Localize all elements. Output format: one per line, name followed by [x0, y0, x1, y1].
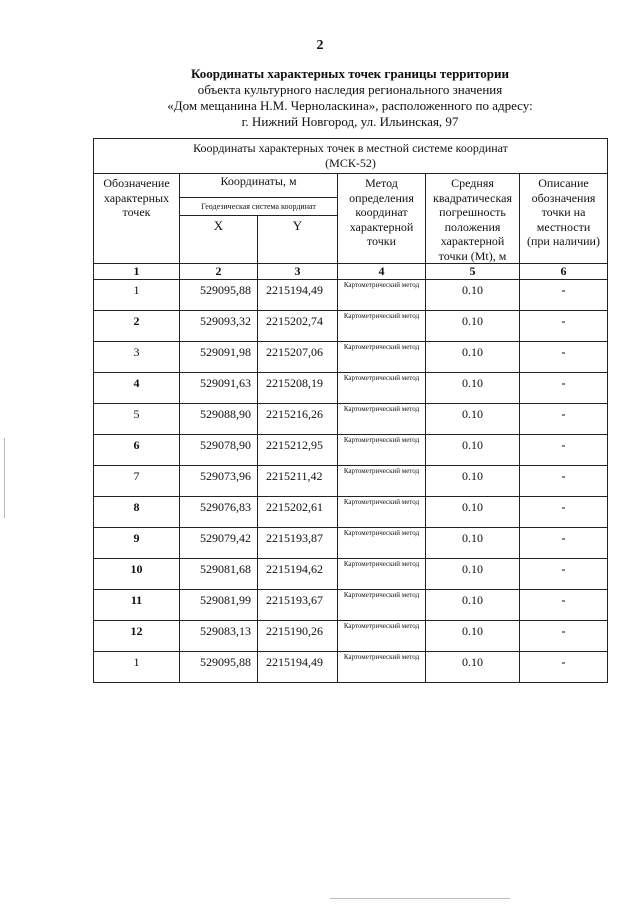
document-heading — [60, 66, 640, 130]
page-number: 2 — [316, 38, 324, 53]
table-title-line-2: (МСК-52) — [325, 155, 376, 170]
y-coordinate-cell: 2215208,19 — [258, 372, 338, 403]
y-coordinate-cell: 2215202,74 — [258, 310, 338, 341]
heading-title: Координаты характерных точек границы территории — [191, 66, 509, 81]
header-y: Y — [258, 216, 338, 264]
x-coordinate-cell: 529088,90 — [180, 403, 258, 434]
point-cell: 7 — [94, 465, 180, 496]
description-cell: - — [520, 372, 608, 403]
description-cell: - — [520, 620, 608, 651]
y-coordinate-cell: 2215216,26 — [258, 403, 338, 434]
method-cell: Картометрический метод — [338, 310, 426, 341]
y-coordinate-cell: 2215202,61 — [258, 496, 338, 527]
error-cell: 0.10 — [426, 527, 520, 558]
point-cell: 5 — [94, 403, 180, 434]
description-cell: - — [520, 341, 608, 372]
header-description: Описание обозначения точки на местности (при наличии) — [520, 174, 608, 264]
table-row — [94, 496, 608, 527]
column-number-row — [94, 264, 608, 280]
table-row — [94, 434, 608, 465]
point-cell: 6 — [94, 434, 180, 465]
x-coordinate-cell: 529091,98 — [180, 341, 258, 372]
table-row — [94, 279, 608, 310]
error-cell: 0.10 — [426, 465, 520, 496]
point-cell: 11 — [94, 589, 180, 620]
method-cell: Картометрический метод — [338, 558, 426, 589]
y-coordinate-cell: 2215193,87 — [258, 527, 338, 558]
method-cell: Картометрический метод — [338, 527, 426, 558]
error-cell: 0.10 — [426, 403, 520, 434]
point-cell: 4 — [94, 372, 180, 403]
scan-margin-mark — [4, 438, 5, 518]
table-row — [94, 403, 608, 434]
table-row — [94, 651, 608, 682]
x-coordinate-cell: 529081,99 — [180, 589, 258, 620]
y-coordinate-cell: 2215207,06 — [258, 341, 338, 372]
x-coordinate-cell: 529095,88 — [180, 279, 258, 310]
error-cell: 0.10 — [426, 310, 520, 341]
description-cell: - — [520, 527, 608, 558]
description-cell: - — [520, 496, 608, 527]
point-cell: 12 — [94, 620, 180, 651]
header-x: X — [180, 216, 258, 264]
error-cell: 0.10 — [426, 651, 520, 682]
error-cell: 0.10 — [426, 496, 520, 527]
description-cell: - — [520, 589, 608, 620]
description-cell: - — [520, 434, 608, 465]
x-coordinate-cell: 529093,32 — [180, 310, 258, 341]
description-cell: - — [520, 558, 608, 589]
description-cell: - — [520, 651, 608, 682]
method-cell: Картометрический метод — [338, 651, 426, 682]
table-row — [94, 341, 608, 372]
method-cell: Картометрический метод — [338, 620, 426, 651]
x-coordinate-cell: 529083,13 — [180, 620, 258, 651]
header-method: Метод определения координат характерной точки — [338, 174, 426, 264]
header-error: Средняя квадратическая погрешность положения характерной точки (Mt), м — [426, 174, 520, 264]
error-cell: 0.10 — [426, 279, 520, 310]
point-cell: 9 — [94, 527, 180, 558]
error-cell: 0.10 — [426, 589, 520, 620]
y-coordinate-cell: 2215194,62 — [258, 558, 338, 589]
method-cell: Картометрический метод — [338, 403, 426, 434]
column-number: 5 — [426, 264, 520, 280]
x-coordinate-cell: 529079,42 — [180, 527, 258, 558]
heading-line-4: г. Нижний Новгород, ул. Ильинская, 97 — [241, 114, 459, 129]
table-title-line-1: Координаты характерных точек в местной системе координат — [193, 141, 508, 155]
point-cell: 2 — [94, 310, 180, 341]
y-coordinate-cell: 2215190,26 — [258, 620, 338, 651]
header-geodetic-system: Геодезическая система координат — [180, 197, 338, 215]
header-coordinates: Координаты, м — [180, 174, 338, 198]
y-coordinate-cell: 2215193,67 — [258, 589, 338, 620]
table-row — [94, 589, 608, 620]
method-cell: Картометрический метод — [338, 589, 426, 620]
method-cell: Картометрический метод — [338, 279, 426, 310]
header-designation: Обозначение характерных точек — [94, 174, 180, 264]
heading-line-2: объекта культурного наследия регионального значения — [197, 82, 503, 97]
column-number: 1 — [94, 264, 180, 280]
description-cell: - — [520, 465, 608, 496]
column-number: 4 — [338, 264, 426, 280]
column-number: 6 — [520, 264, 608, 280]
table-row — [94, 310, 608, 341]
table-row — [94, 527, 608, 558]
method-cell: Картометрический метод — [338, 372, 426, 403]
error-cell: 0.10 — [426, 372, 520, 403]
method-cell: Картометрический метод — [338, 341, 426, 372]
method-cell: Картометрический метод — [338, 465, 426, 496]
heading-line-3: «Дом мещанина Н.М. Черноласкина», расположенного по адресу: — [167, 98, 533, 113]
error-cell: 0.10 — [426, 558, 520, 589]
point-cell: 1 — [94, 279, 180, 310]
point-cell: 3 — [94, 341, 180, 372]
error-cell: 0.10 — [426, 341, 520, 372]
table-title — [94, 139, 608, 174]
error-cell: 0.10 — [426, 434, 520, 465]
coordinates-table — [93, 138, 608, 683]
y-coordinate-cell: 2215211,42 — [258, 465, 338, 496]
error-cell: 0.10 — [426, 620, 520, 651]
description-cell: - — [520, 279, 608, 310]
point-cell: 8 — [94, 496, 180, 527]
table-row — [94, 620, 608, 651]
x-coordinate-cell: 529081,68 — [180, 558, 258, 589]
description-cell: - — [520, 403, 608, 434]
x-coordinate-cell: 529095,88 — [180, 651, 258, 682]
x-coordinate-cell: 529091,63 — [180, 372, 258, 403]
description-cell: - — [520, 310, 608, 341]
point-cell: 10 — [94, 558, 180, 589]
column-number: 2 — [180, 264, 258, 280]
method-cell: Картометрический метод — [338, 496, 426, 527]
point-cell: 1 — [94, 651, 180, 682]
x-coordinate-cell: 529073,96 — [180, 465, 258, 496]
table-row — [94, 558, 608, 589]
y-coordinate-cell: 2215194,49 — [258, 279, 338, 310]
y-coordinate-cell: 2215194,49 — [258, 651, 338, 682]
x-coordinate-cell: 529076,83 — [180, 496, 258, 527]
column-number: 3 — [258, 264, 338, 280]
scan-bottom-mark — [330, 898, 510, 899]
table-row — [94, 372, 608, 403]
table-row — [94, 465, 608, 496]
method-cell: Картометрический метод — [338, 434, 426, 465]
x-coordinate-cell: 529078,90 — [180, 434, 258, 465]
y-coordinate-cell: 2215212,95 — [258, 434, 338, 465]
